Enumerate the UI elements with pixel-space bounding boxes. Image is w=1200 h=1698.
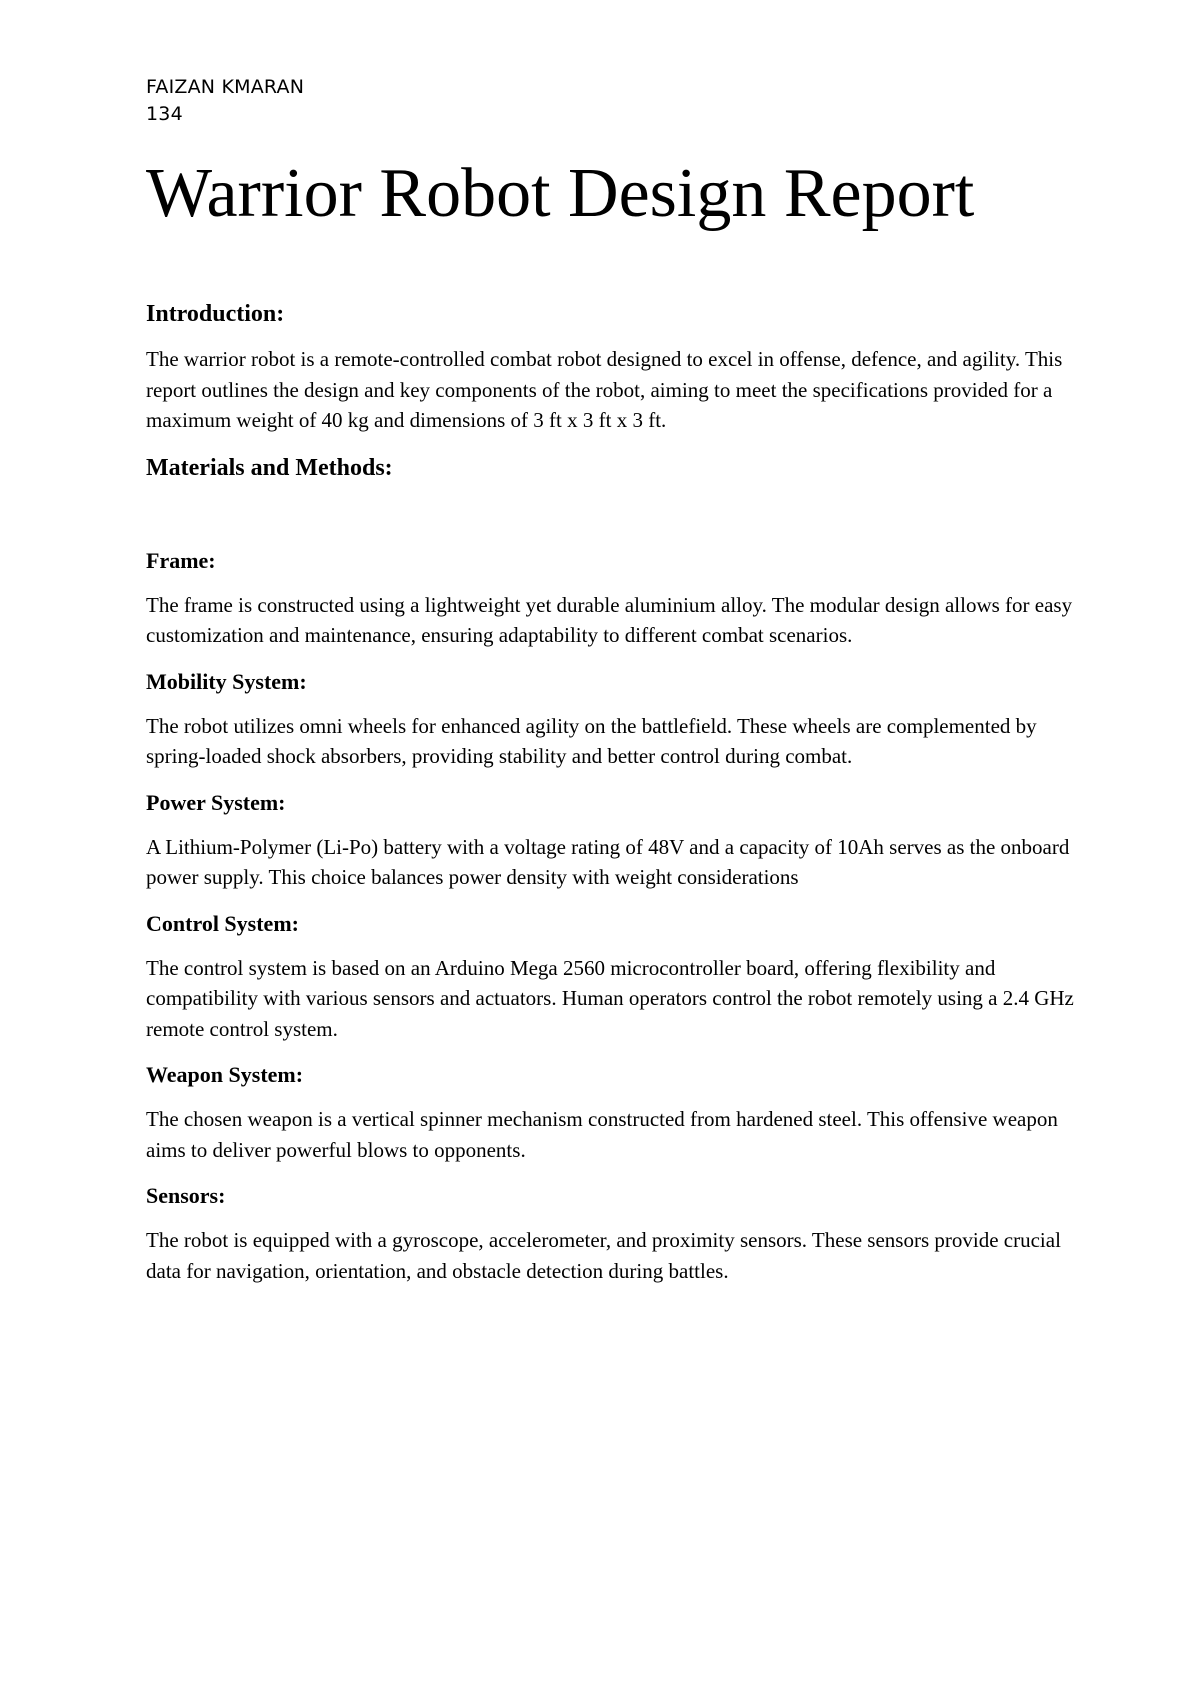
document-title: Warrior Robot Design Report bbox=[146, 155, 975, 232]
power-heading: Power System: bbox=[146, 789, 286, 815]
frame-paragraph: The frame is constructed using a lightweight yet durable aluminium alloy. The modular design allows for easy customization and maintenance, ensuring adaptability to different combat scenarios. bbox=[146, 592, 1073, 647]
frame-heading: Frame: bbox=[146, 547, 216, 573]
mobility-heading: Mobility System: bbox=[146, 668, 307, 694]
author-name: FAIZAN KMARAN bbox=[146, 76, 305, 98]
power-paragraph: A Lithium-Polymer (Li-Po) battery with a voltage rating of 48V and a capacity of 10Ah serves as the onboard power supply. This choice balances power density with weight considerations bbox=[146, 834, 1070, 889]
introduction-paragraph: The warrior robot is a remote-controlled combat robot designed to excel in offense, defence, and agility. This report outlines the design and key components of the robot, aiming to meet the specifications provided for a maximum weight of 40 kg and dimensions of 3 ft x 3 ft x 3 ft. bbox=[146, 347, 1063, 432]
weapon-heading: Weapon System: bbox=[146, 1062, 304, 1087]
author-block bbox=[146, 74, 304, 128]
control-paragraph: The control system is based on an Arduino Mega 2560 microcontroller board, offering flexibility and compatibility with various sensors and actuators. Human operators control the robot remotely using a 2.4 GHz remote control system. bbox=[146, 955, 1074, 1041]
sensors-heading: Sensors: bbox=[146, 1183, 226, 1208]
document-body bbox=[146, 298, 1076, 1286]
sensors-paragraph: The robot is equipped with a gyroscope, accelerometer, and proximity sensors. These sensors provide crucial data for navigation, orientation, and obstacle detection during battles. bbox=[146, 1228, 1061, 1283]
author-id: 134 bbox=[146, 103, 183, 125]
mobility-paragraph: The robot utilizes omni wheels for enhanced agility on the battlefield. These wheels are complemented by spring-loaded shock absorbers, providing stability and better control during combat. bbox=[146, 713, 1037, 768]
weapon-paragraph: The chosen weapon is a vertical spinner mechanism constructed from hardened steel. This offensive weapon aims to deliver powerful blows to opponents. bbox=[146, 1107, 1058, 1162]
materials-methods-heading: Materials and Methods: bbox=[146, 454, 393, 481]
control-heading: Control System: bbox=[146, 910, 299, 936]
introduction-heading: Introduction: bbox=[146, 301, 285, 327]
